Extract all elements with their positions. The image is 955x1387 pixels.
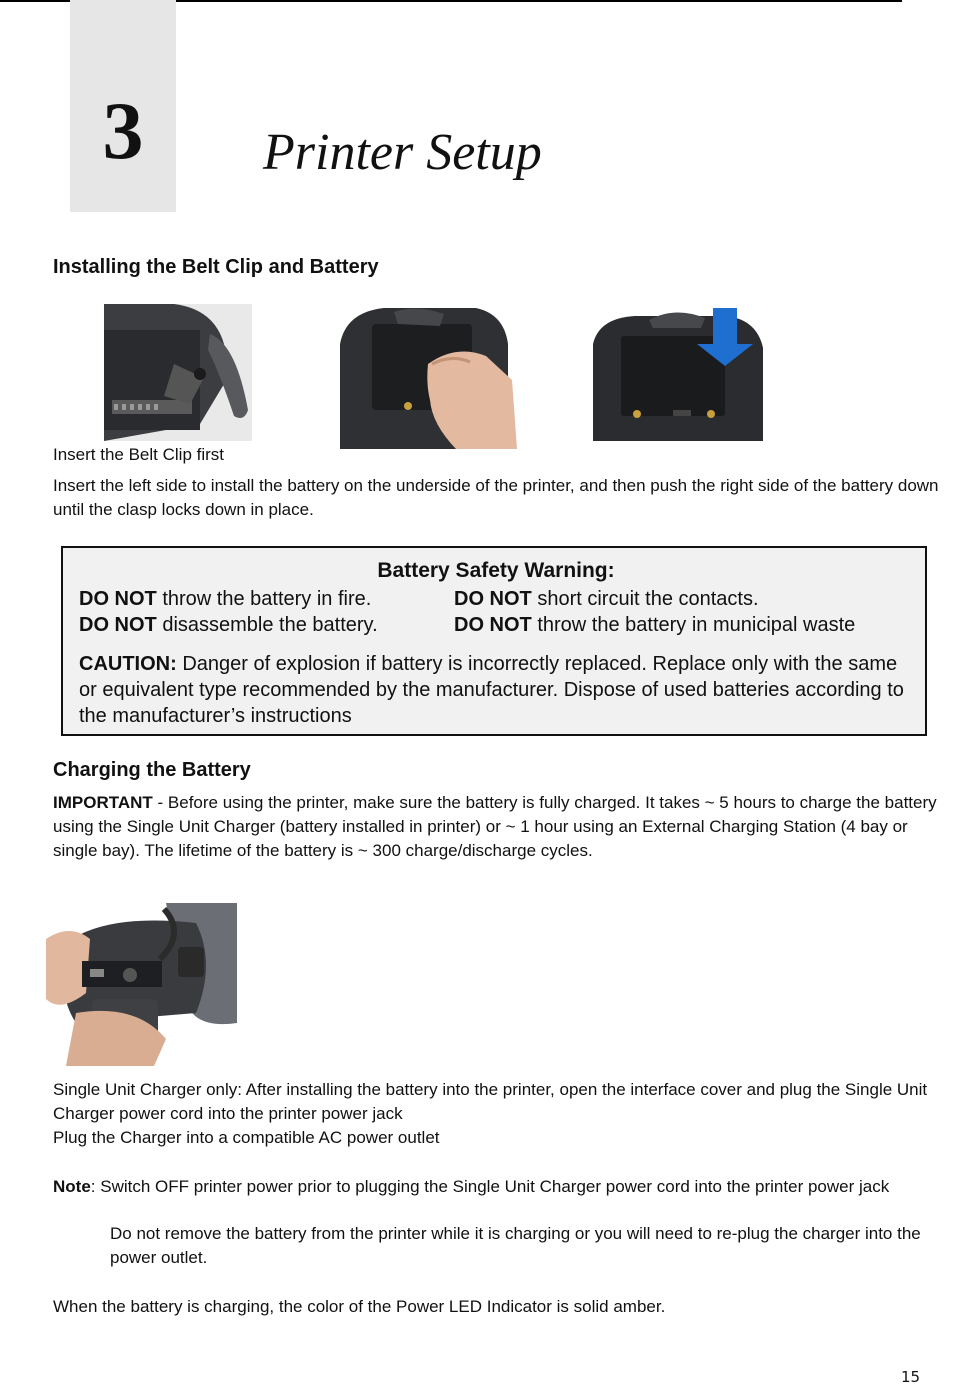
warning-item-strong: DO NOT — [454, 588, 532, 610]
belt-clip-photo — [104, 304, 252, 441]
chapter-number: 3 — [102, 85, 144, 176]
warning-item-text: short circuit the contacts. — [531, 588, 759, 610]
warning-item-text: disassemble the battery. — [156, 614, 378, 636]
warning-item — [79, 588, 371, 611]
important-label: IMPORTANT — [53, 793, 153, 812]
warning-item — [79, 614, 378, 637]
battery-safety-warning-box — [61, 546, 927, 736]
section-heading-charging: Charging the Battery — [53, 759, 251, 781]
warning-item-strong: DO NOT — [79, 588, 157, 610]
ac-outlet-instruction: Plug the Charger into a compatible AC power outlet — [53, 1128, 440, 1147]
note-indent-text: Do not remove the battery from the printer while it is charging or you will need to re-plug the charger into the power outlet. — [110, 1224, 921, 1267]
belt-clip-caption: Insert the Belt Clip first — [53, 445, 225, 464]
warning-item — [454, 614, 855, 637]
caution-label: CAUTION: — [79, 653, 177, 675]
note-label: Note — [53, 1177, 91, 1196]
important-paragraph — [53, 791, 948, 863]
note-paragraph — [53, 1175, 933, 1199]
charger-plug-photo — [46, 903, 237, 1066]
section-heading-belt-clip: Installing the Belt Clip and Battery — [53, 256, 379, 278]
battery-install-instruction: Insert the left side to install the battery on the underside of the printer, and then push the right side of the battery down until the clasp locks down in place. — [53, 476, 939, 519]
chapter-title: Printer Setup — [263, 124, 542, 181]
warning-item-text: throw the battery in municipal waste — [531, 614, 856, 636]
led-indicator-text: When the battery is charging, the color of the Power LED Indicator is solid amber. — [53, 1297, 666, 1316]
battery-install-photo — [336, 304, 517, 449]
warning-item — [454, 588, 759, 611]
caution-body: Danger of explosion if battery is incorrectly replaced. Replace only with the same or equivalent type recommended by the manufacturer. Dispose of used batteries according to the manufacturer’s instructions — [79, 653, 904, 727]
note-text: : Switch OFF printer power prior to plugging the Single Unit Charger power cord into the printer power jack — [90, 1177, 890, 1196]
warning-item-strong: DO NOT — [79, 614, 157, 636]
warning-item-strong: DO NOT — [454, 614, 532, 636]
page-number: 15 — [901, 1368, 921, 1386]
important-text: - Before using the printer, make sure the battery is fully charged. It takes ~ 5 hours to charge the battery using the Single Unit Charger (battery installed in printer) or ~ 1 hour using an External Charging Station (4 bay or single bay). The lifetime of the battery is ~ 300 charge/discharge cycles. — [53, 793, 937, 860]
single-unit-charger-instruction: Single Unit Charger only: After installing the battery into the printer, open the interface cover and plug the Single Unit Charger power cord into the printer power jack — [53, 1080, 928, 1123]
caution-text — [79, 651, 909, 729]
warning-item-text: throw the battery in fire. — [156, 588, 372, 610]
warning-title: Battery Safety Warning: — [377, 559, 615, 582]
battery-push-photo — [587, 304, 764, 441]
